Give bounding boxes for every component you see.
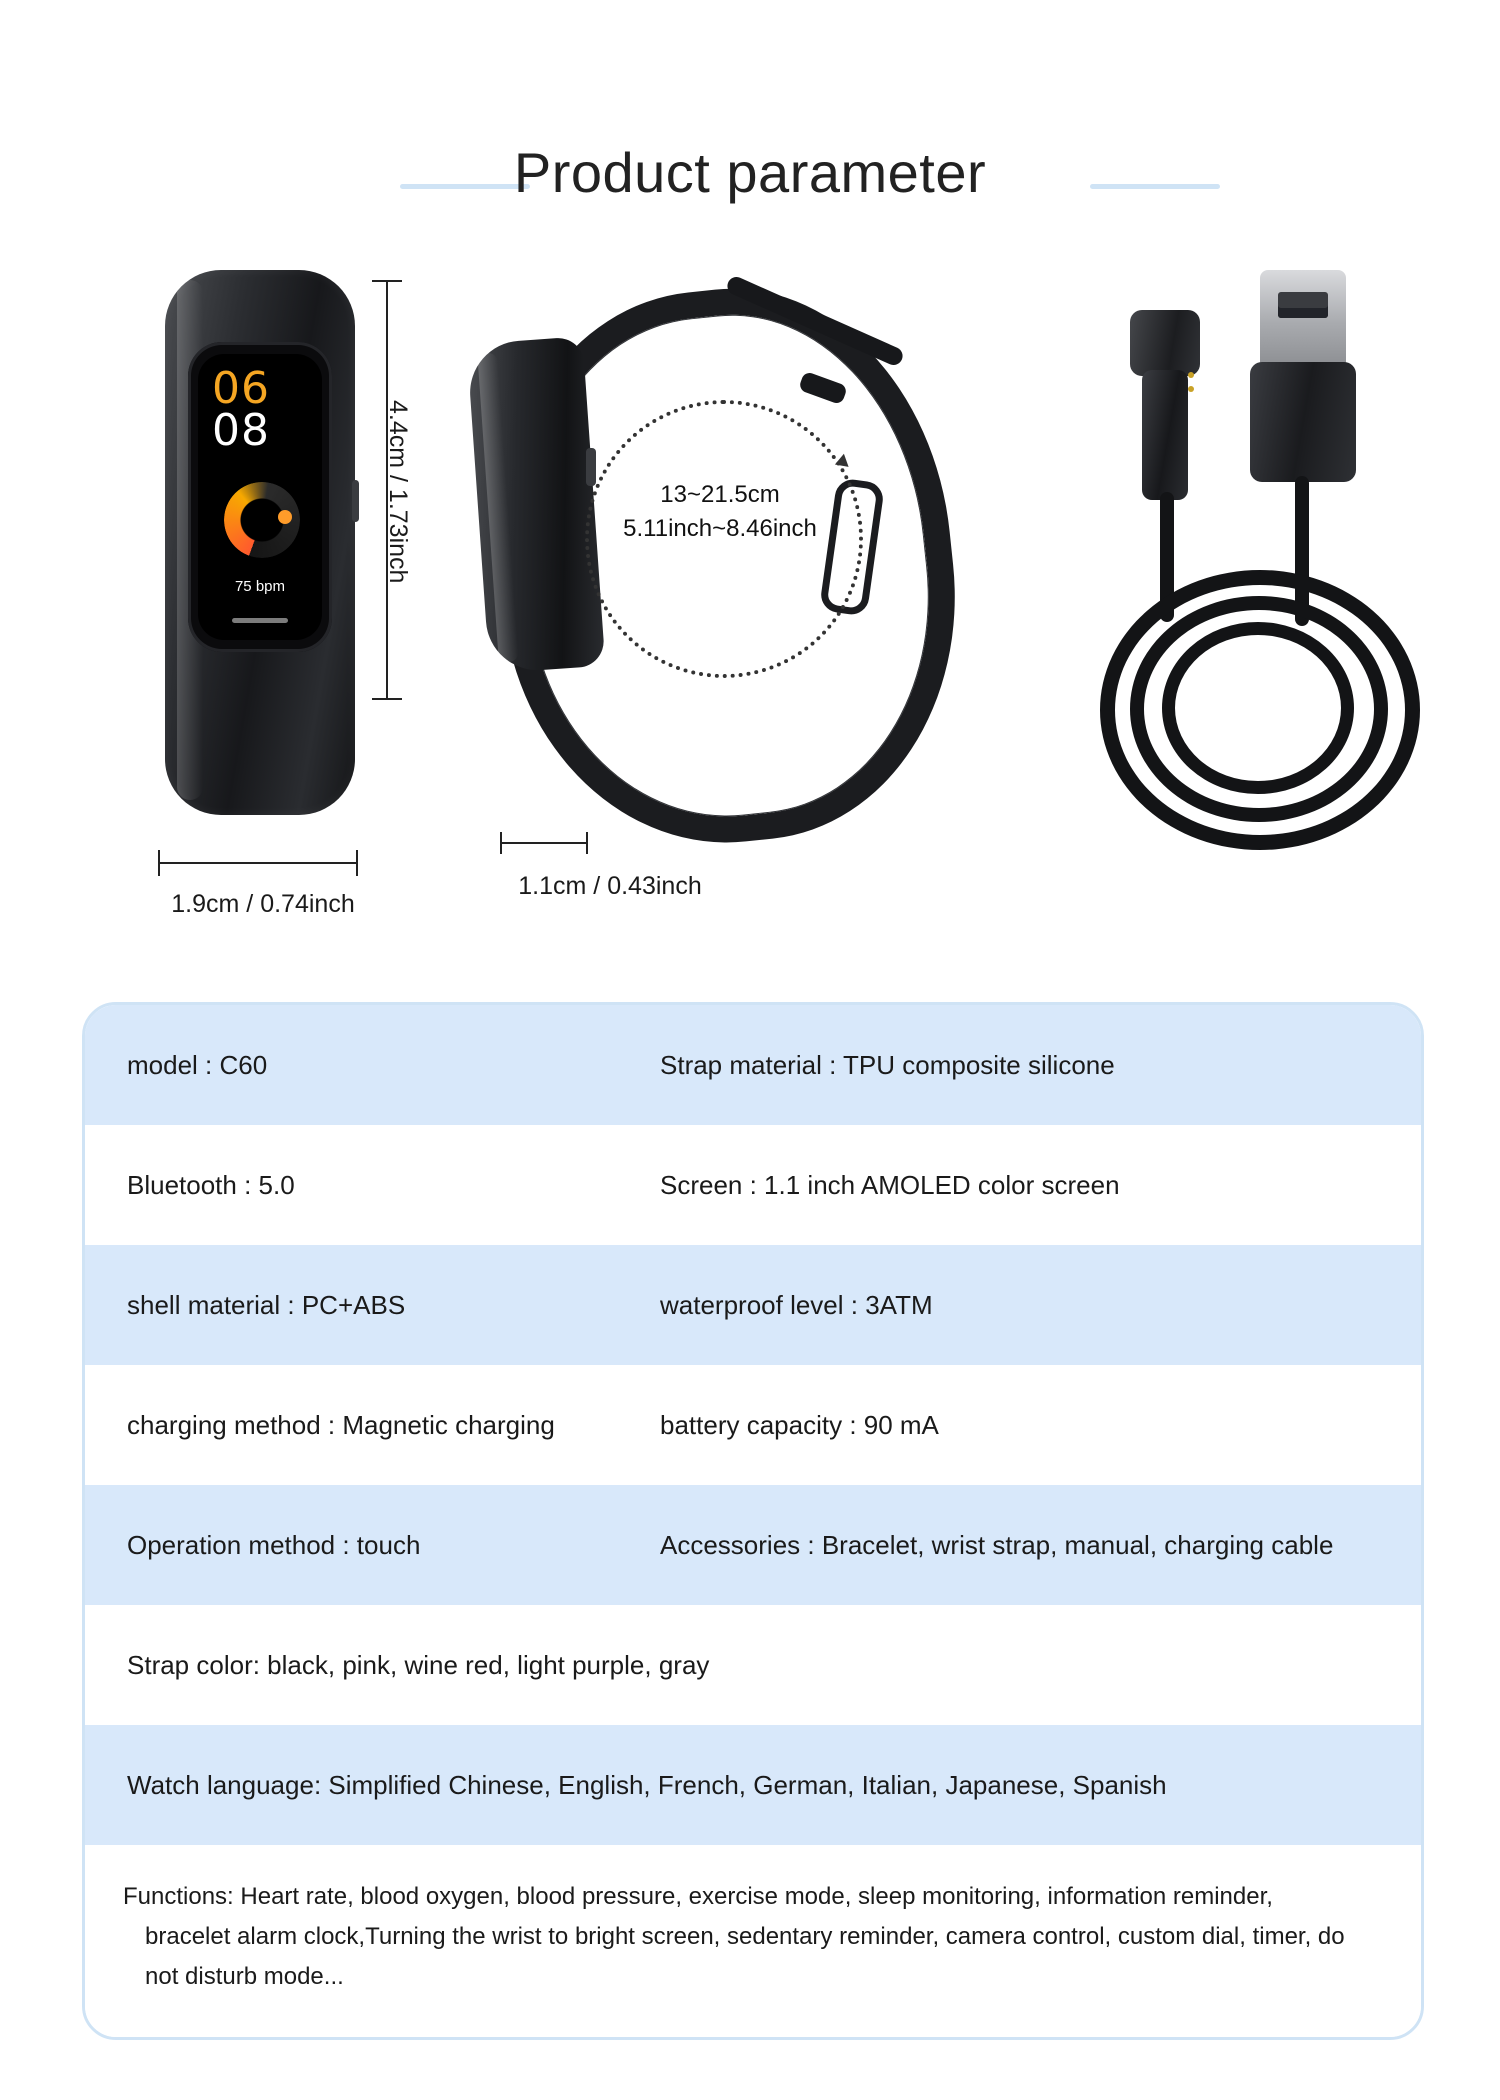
page-header — [0, 140, 1500, 230]
table-row — [85, 1605, 1421, 1725]
specification-panel — [82, 1002, 1424, 2040]
watch-clock-hours: 06 — [212, 363, 270, 414]
usb-connector-icon — [1260, 270, 1346, 366]
spec-right-0: Strap material : TPU composite silicone — [660, 1050, 1115, 1080]
spec-left-2: shell material : PC+ABS — [127, 1290, 406, 1320]
table-row — [85, 1365, 1421, 1485]
watch-width-dimension — [158, 850, 368, 940]
band-size-label — [585, 478, 855, 546]
activity-ring-dot-icon — [278, 510, 292, 524]
watch-clock-minutes: 08 — [212, 405, 270, 456]
dimension-cap-right — [356, 850, 358, 876]
spec-right-4: Accessories : Bracelet, wrist strap, manual, charging cable — [660, 1530, 1334, 1560]
dimension-cap-bottom — [372, 698, 402, 700]
watch-width-label: 1.9cm / 0.74inch — [171, 890, 355, 918]
dimension-cap-right — [586, 832, 588, 854]
charger-pins-icon — [1188, 372, 1194, 378]
watch-clock — [212, 363, 270, 456]
band-size-cm: 13~21.5cm — [660, 481, 780, 508]
watch-front-view — [150, 270, 370, 860]
spec-strap-color: Strap color: black, pink, wine red, light purple, gray — [127, 1650, 710, 1680]
spec-right-3: battery capacity : 90 mA — [660, 1410, 939, 1440]
watch-side-button — [352, 480, 359, 522]
cable-coil-inner — [1162, 622, 1354, 794]
table-row — [85, 1485, 1421, 1605]
band-size-inch: 5.11inch~8.46inch — [623, 515, 817, 542]
table-row — [85, 1245, 1421, 1365]
dimension-line — [500, 842, 588, 844]
charger-neck — [1142, 370, 1188, 500]
watch-band-view — [470, 270, 960, 840]
watch-screen — [198, 354, 322, 640]
dimension-line — [158, 862, 358, 864]
spec-functions: Functions: Heart rate, blood oxygen, blood pressure, exercise mode, sleep monitoring, information reminder, bracelet alarm clock,Turning the wrist to bright screen, sedentary reminder, camera control, custom dial, timer, do not disturb mode... — [123, 1883, 1345, 1990]
spec-left-0: model : C60 — [127, 1050, 268, 1080]
spec-right-2: waterproof level : 3ATM — [660, 1290, 933, 1320]
heart-rate-value: 75 bpm — [234, 578, 286, 595]
magnetic-charger-head — [1130, 310, 1200, 376]
charging-cable-view — [1090, 270, 1440, 840]
table-row — [85, 1725, 1421, 1845]
spec-left-4: Operation method : touch — [127, 1530, 421, 1560]
page-title: Product parameter — [513, 141, 987, 204]
product-images — [0, 250, 1500, 970]
watch-home-indicator — [232, 618, 288, 623]
usb-collar — [1250, 362, 1356, 482]
spec-left-3: charging method : Magnetic charging — [127, 1410, 555, 1440]
table-row — [85, 1005, 1421, 1125]
watch-height-dimension — [372, 280, 432, 700]
spec-right-1: Screen : 1.1 inch AMOLED color screen — [660, 1170, 1120, 1200]
table-row-functions — [85, 1845, 1421, 2037]
spec-left-1: Bluetooth : 5.0 — [127, 1170, 295, 1200]
spec-watch-language: Watch language: Simplified Chinese, English, French, German, Italian, Japanese, Spanish — [127, 1770, 1167, 1800]
band-thickness-dimension — [500, 830, 760, 920]
watch-bezel — [188, 342, 332, 652]
band-thickness-label: 1.1cm / 0.43inch — [518, 872, 702, 900]
table-row — [85, 1125, 1421, 1245]
watch-height-label: 4.4cm / 1.73inch — [384, 400, 412, 584]
